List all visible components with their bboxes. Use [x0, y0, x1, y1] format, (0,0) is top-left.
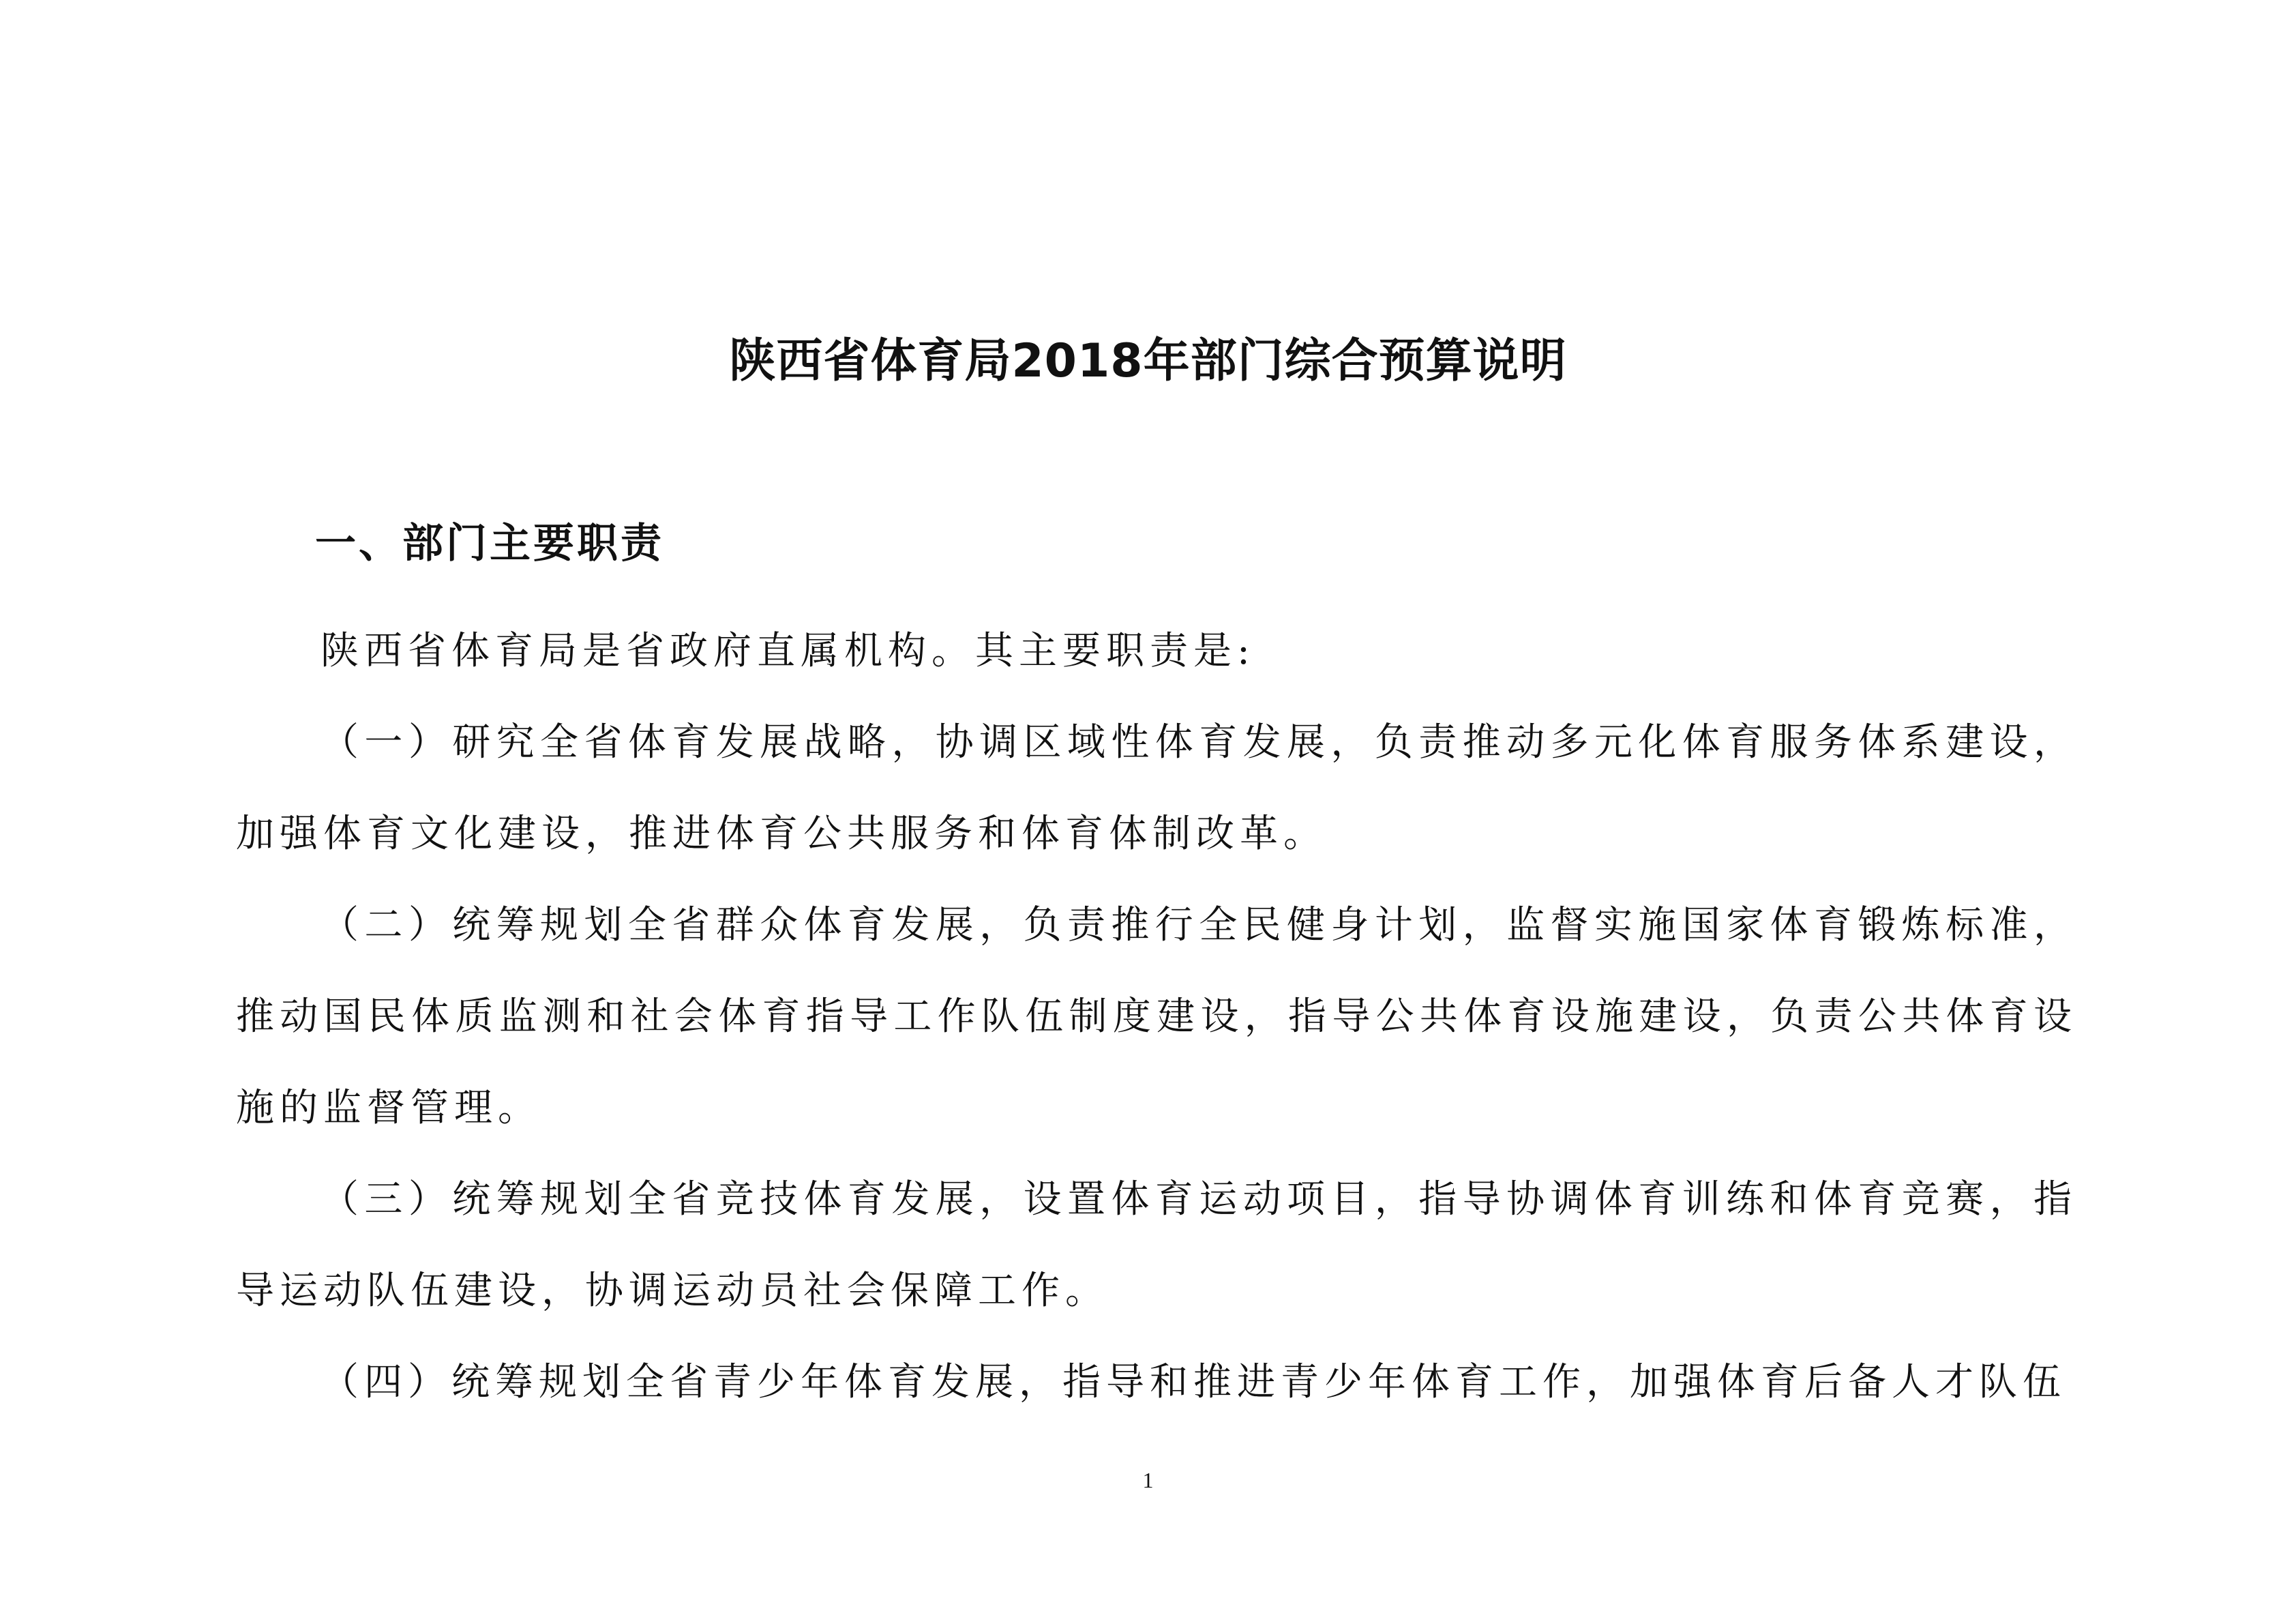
paragraph-duty-4: （四）统筹规划全省青少年体育发展，指导和推进青少年体育工作，加强体育后备人才队伍	[320, 1360, 2066, 1404]
page-number: 1	[1142, 1468, 1154, 1492]
paragraph-duty-2: （二）统筹规划全省群众体育发展，负责推行全民健身计划，监督实施国家体育锻炼标准，推动国民体质监测和社会体育指导工作队伍制度建设，指导公共体育设施建设，负责公共体育设施的监督管理。	[236, 903, 2077, 1130]
paragraph-duty-1: （一）研究全省体育发展战略，协调区域性体育发展，负责推动多元化体育服务体系建设，加强体育文化建设，推进体育公共服务和体育体制改革。	[236, 720, 2077, 856]
paragraph-duty-3: （三）统筹规划全省竞技体育发展，设置体育运动项目，指导协调体育训练和体育竞赛，指导运动队伍建设，协调运动员社会保障工作。	[236, 1177, 2077, 1313]
section-heading: 一、部门主要职责	[315, 520, 664, 567]
paragraph-intro: 陕西省体育局是省政府直属机构。其主要职责是:	[320, 629, 1255, 673]
page-title: 陕西省体育局2018年部门综合预算说明	[729, 334, 1567, 388]
body-text	[236, 606, 2077, 1428]
